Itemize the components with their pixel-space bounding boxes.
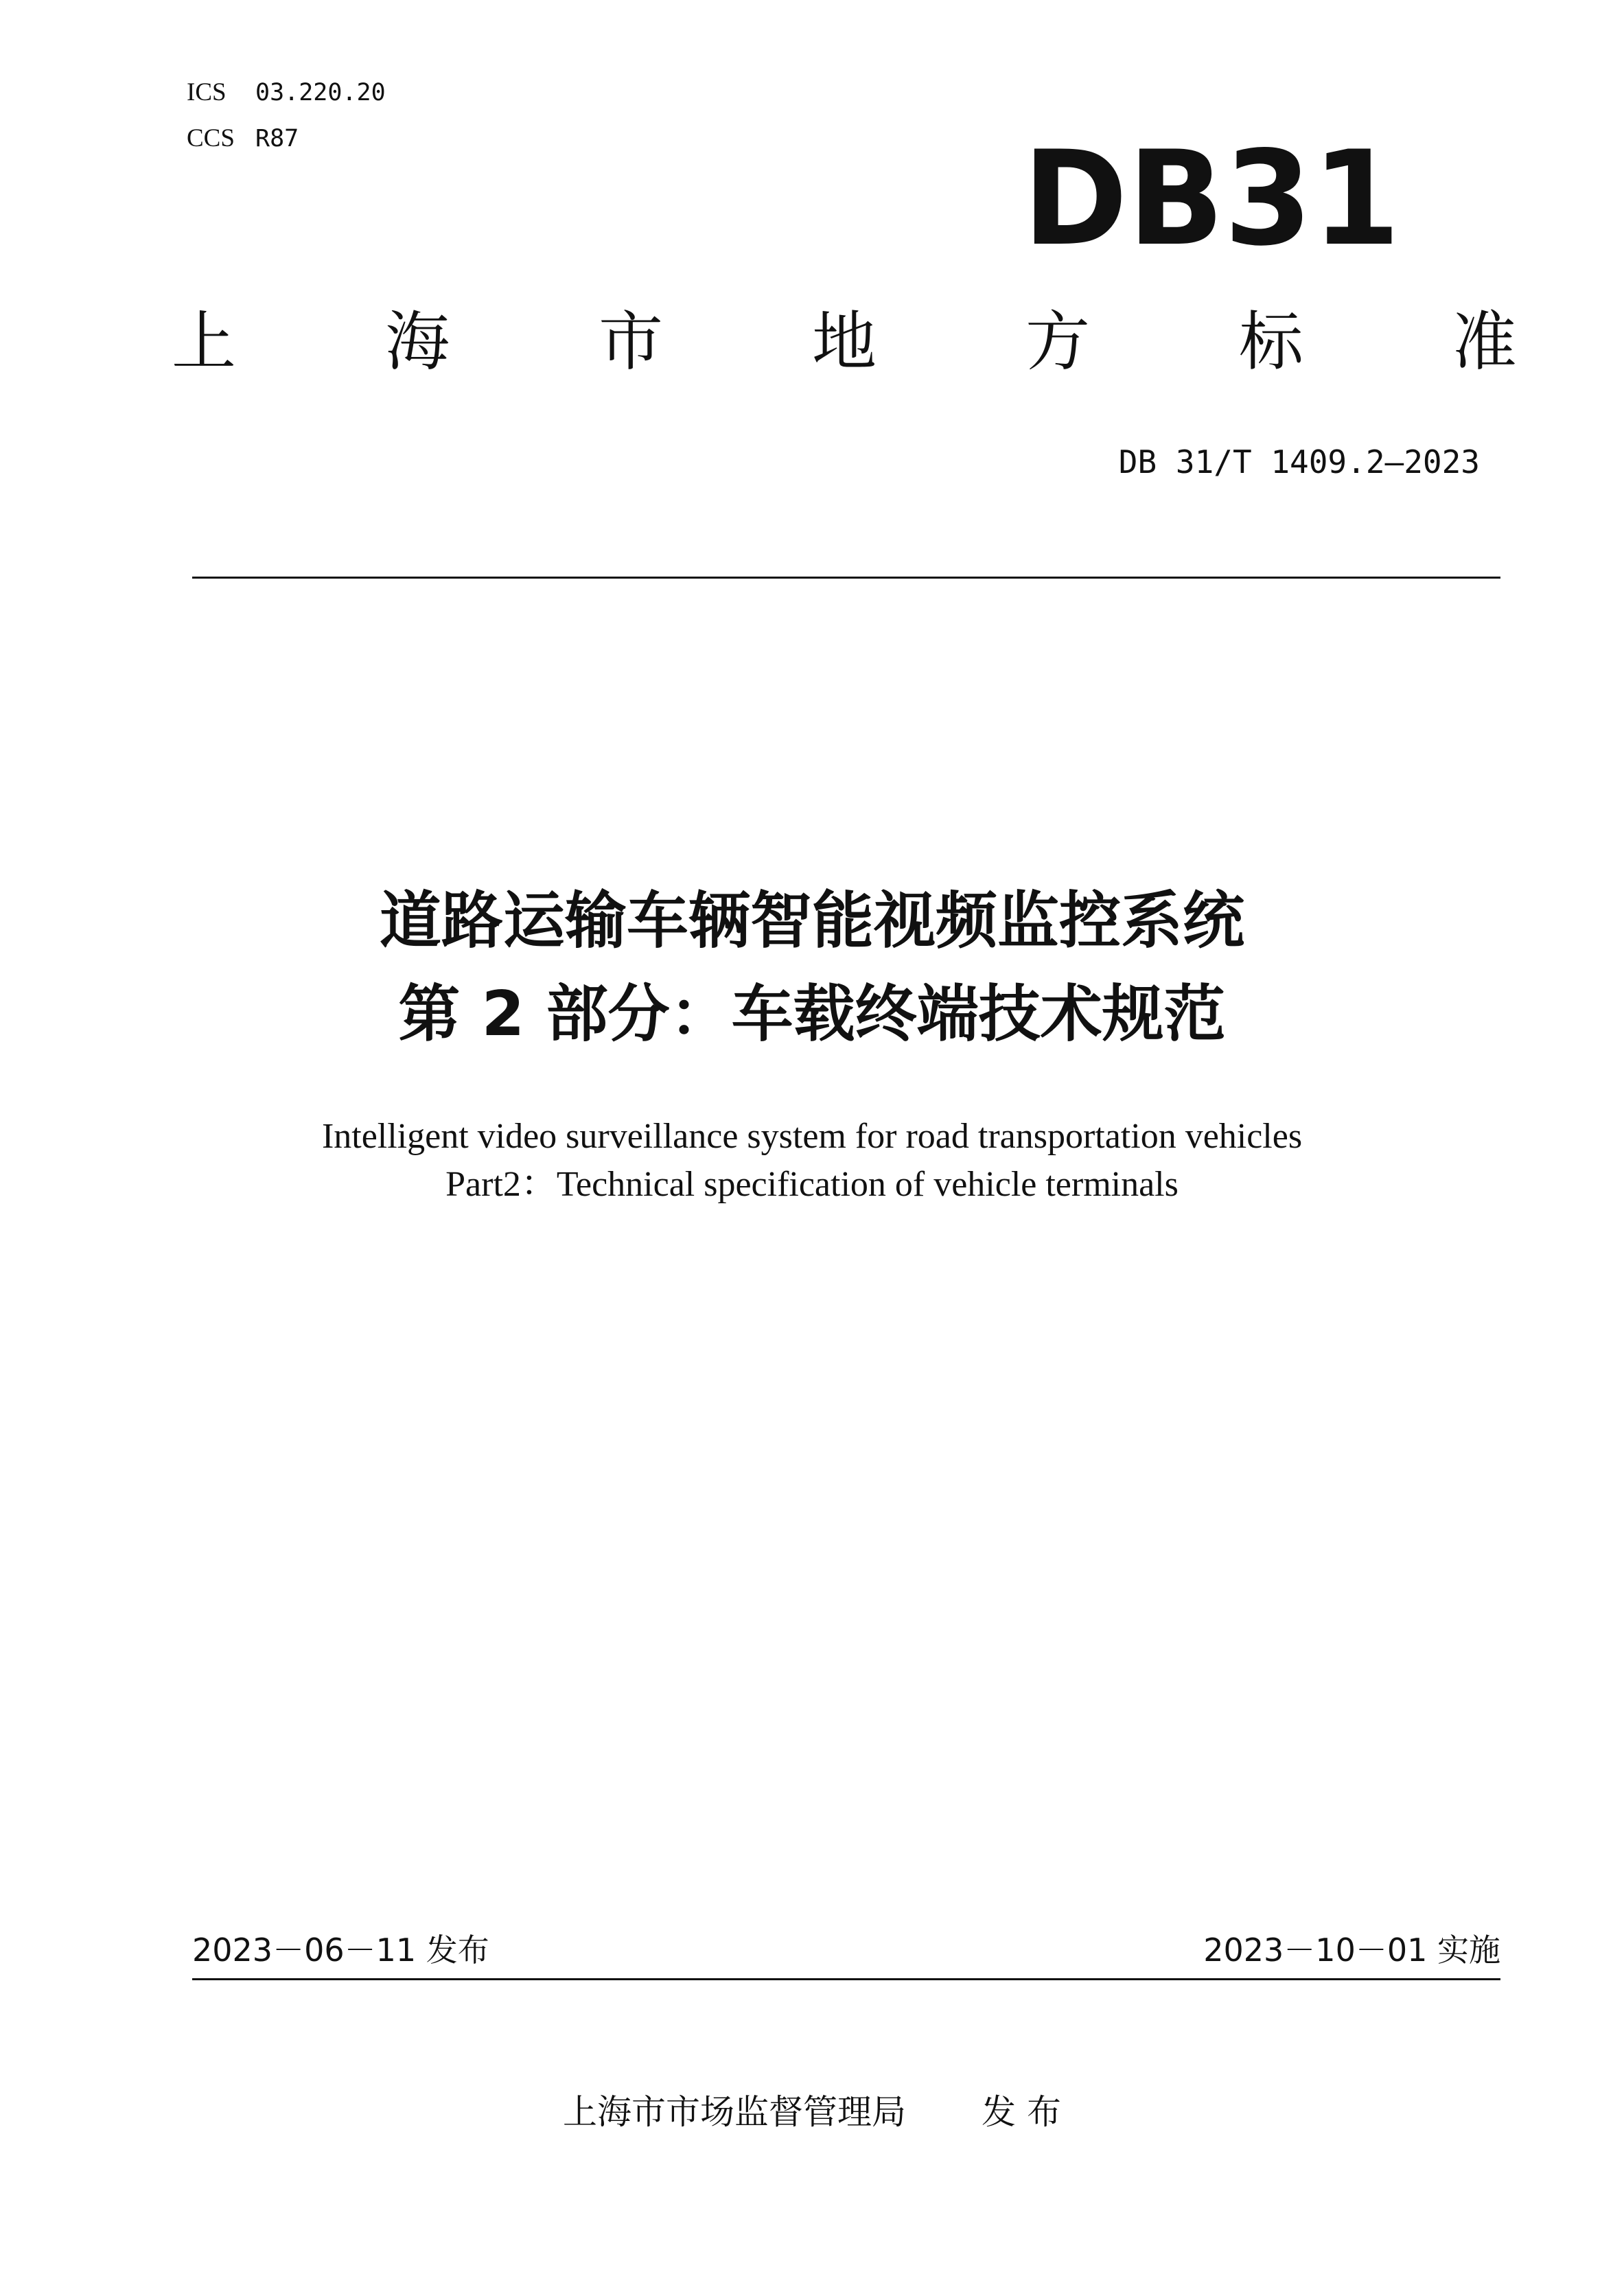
standard-type-char: 海 [384,305,450,380]
standard-number: DB 31/T 1409.2—2023 [1118,443,1480,480]
implementation-date: 2023－10－01 实施 [1203,1932,1500,1969]
header-divider [192,577,1500,579]
date-divider [192,1978,1500,1980]
db31-logo [1023,130,1407,261]
title-en-line1: Intelligent video surveillance system for road transportation vehicles [321,1117,1303,1156]
ccs-code [187,125,299,151]
ics-value: 03.220.20 [255,79,386,106]
standard-type-char: 标 [1238,305,1303,380]
title-cn-line2: 第 2 部分：车载终端技术规范 [398,978,1226,1050]
standard-type-char: 方 [1025,305,1090,380]
publisher-action: 发 布 [982,2092,1061,2132]
standard-type-heading [172,305,1517,380]
standard-type-char: 市 [598,305,663,380]
title-cn-line1: 道路运输车辆智能视频监控系统 [380,885,1244,957]
standard-type-char: 上 [172,305,237,380]
publisher-name: 上海市市场监督管理局 [563,2092,907,2132]
ics-code [187,79,386,105]
db31-logo-text: DB31 [1023,130,1400,261]
issue-date: 2023－06－11 发布 [192,1932,489,1969]
publisher-line [0,2092,1624,2132]
ccs-value: R87 [255,125,299,152]
ccs-label: CCS [187,124,235,152]
standard-type-char: 准 [1452,305,1517,380]
title-en-line2: Part2：Technical specification of vehicle terminals [445,1165,1179,1204]
ics-label: ICS [187,78,227,106]
standard-type-char: 地 [811,305,877,380]
